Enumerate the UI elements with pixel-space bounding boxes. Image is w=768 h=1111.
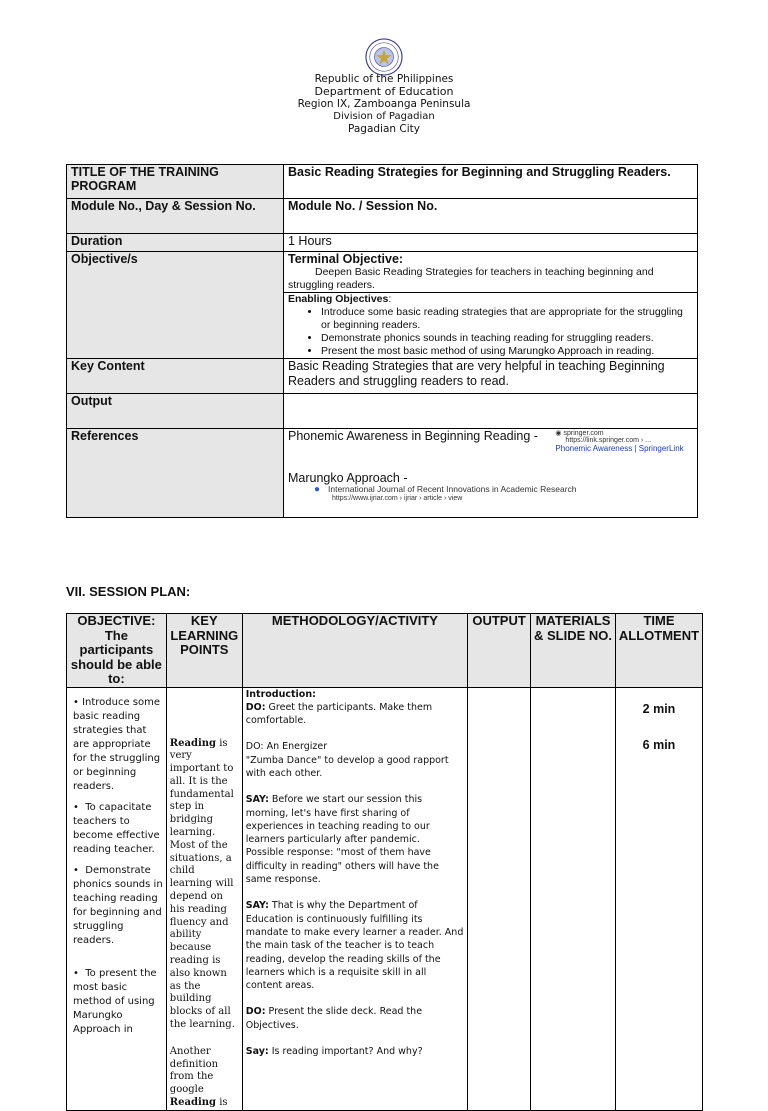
col-methodology-header: METHODOLOGY/ACTIVITY	[242, 614, 467, 688]
references-cell	[284, 429, 698, 518]
title-label: TITLE OF THE TRAINING PROGRAM	[67, 165, 284, 199]
reference-1-snippet[interactable]	[555, 429, 683, 453]
key-content-value: Basic Reading Strategies that are very helpful in teaching Beginning Readers and struggling readers to read.	[284, 359, 698, 394]
objective-item: • To capacitate teachers to become effective reading teacher.	[73, 801, 160, 855]
references-label: References	[67, 429, 284, 518]
do-slide-deck: DO: Present the slide deck. Read the Objectives.	[245, 1006, 423, 1031]
enabling-objectives-heading: Enabling Objectives	[288, 293, 389, 305]
output-cell	[468, 687, 531, 1110]
header-department: Department of Education	[314, 85, 454, 98]
reference-2-snippet[interactable]	[314, 484, 577, 502]
objective-item: • To present the most basic method of using Marungko Approach in	[73, 967, 157, 1035]
duration-label: Duration	[67, 234, 284, 252]
col-key-learning-header: KEY LEARNING POINTS	[166, 614, 242, 688]
enabling-objectives-list	[288, 306, 693, 358]
do-greet: DO: Greet the participants. Make them comfortable.	[245, 701, 433, 727]
reference-1-link[interactable]: Phonemic Awareness | SpringerLink	[555, 444, 684, 453]
col-output-header: OUTPUT	[468, 614, 531, 688]
objective-item: • Introduce some basic reading strategies that are appropriate for the struggling or beginning readers.	[73, 696, 161, 792]
say-deped: SAY: That is why the Department of Education is continuously fulfilling its mandate to make every learner a reader. And the main task of the teacher is to teach reading, develop the reading skills of the learners which is a requisite skill in all content areas.	[245, 900, 464, 992]
reference-2-title[interactable]: International Journal of Recent Innovations in Academic Research	[328, 484, 577, 494]
reference-1-site: springer.com	[563, 430, 604, 437]
enabling-objective-item: • Present the most basic method of using Marungko Approach in reading.	[321, 345, 693, 358]
terminal-objective-heading: Terminal Objective:	[288, 252, 404, 266]
output-value	[284, 394, 698, 429]
key-point-2: Another definition from the google	[169, 1045, 219, 1096]
header-republic: Republic of the Philippines	[314, 73, 454, 85]
module-label: Module No., Day & Session No.	[67, 199, 284, 234]
col-materials-header: MATERIALS & SLIDE NO.	[531, 614, 616, 688]
col-time-header: TIME ALLOTMENT	[615, 614, 702, 688]
reference-2-text: Marungko Approach -	[288, 471, 408, 485]
title-value: Basic Reading Strategies for Beginning and Struggling Readers.	[284, 165, 698, 199]
enabling-objective-item: • Demonstrate phonics sounds in teaching reading for struggling readers.	[321, 332, 693, 345]
say-question: Say: Is reading important? And why?	[245, 1046, 423, 1058]
output-label: Output	[67, 394, 284, 429]
objectives-cell	[67, 687, 167, 1110]
reference-1-url: https://link.springer.com › ...	[565, 437, 652, 444]
training-info-table	[66, 164, 698, 518]
enabling-objective-item: • Introduce some basic reading strategies that are appropriate for the struggling or beginning readers.	[321, 306, 693, 332]
session-plan-title: VII. SESSION PLAN:	[66, 584, 191, 599]
col-objective-header: OBJECTIVE: The participants should be able to:	[67, 614, 167, 688]
key-learning-cell	[166, 687, 242, 1110]
ijriar-favicon-icon: ●	[314, 484, 321, 495]
time-intro: 2 min	[642, 701, 676, 716]
terminal-objective-cell	[284, 252, 698, 293]
intro-heading: Introduction:	[245, 688, 316, 700]
header-division: Division of Pagadian	[333, 111, 435, 122]
reference-2-url: https://www.ijriar.com › ijriar › article › view	[332, 495, 463, 502]
springer-favicon-icon: ◉	[555, 430, 562, 437]
module-value: Module No. / Session No.	[284, 199, 698, 234]
duration-value: 1 Hours	[284, 234, 698, 252]
time-energizer: 6 min	[642, 737, 676, 752]
terminal-objective-text: Deepen Basic Reading Strategies for teachers in teaching beginning and struggling readers.	[288, 266, 654, 291]
header-city: Pagadian City	[348, 123, 420, 135]
time-cell	[615, 687, 702, 1110]
key-point-3: Reading is	[169, 1097, 228, 1109]
objective-item: • Demonstrate phonics sounds in teaching reading for beginning and struggling readers.	[73, 864, 163, 946]
deped-seal-logo	[365, 38, 403, 76]
do-energizer: DO: An Energizer "Zumba Dance" to develop a good rapport with each other.	[245, 741, 449, 779]
say-sharing: SAY: Before we start our session this morning, let's have first sharing of experiences in teaching reading to our learners particularly after pandemic.	[245, 794, 430, 846]
materials-cell	[531, 687, 616, 1110]
key-content-label: Key Content	[67, 359, 284, 394]
methodology-cell	[242, 687, 467, 1110]
key-point-1: Reading is very important to all. It is the fundamental step in bridging learning. Most of the situations, a child learning will depend on his reading fluency and ability because reading is also known as the building blocks of all the learning.	[169, 737, 235, 1031]
session-plan-table	[66, 613, 703, 1111]
possible-response: Possible response: "most of them have difficulty in reading" others will have the same response.	[245, 847, 439, 886]
reference-1-text: Phonemic Awareness in Beginning Reading -	[288, 429, 538, 443]
enabling-objectives-cell: Enabling Objectives: • Introduce some basic reading strategies that are appropriate for the struggling or beginning readers. • Demonstrate phonics sounds in teaching reading for struggling readers. • Present the most basic method of using Marungko Approach in reading.	[284, 293, 698, 359]
header-region: Region IX, Zamboanga Peninsula	[297, 98, 471, 110]
objectives-label: Objective/s	[67, 252, 284, 359]
